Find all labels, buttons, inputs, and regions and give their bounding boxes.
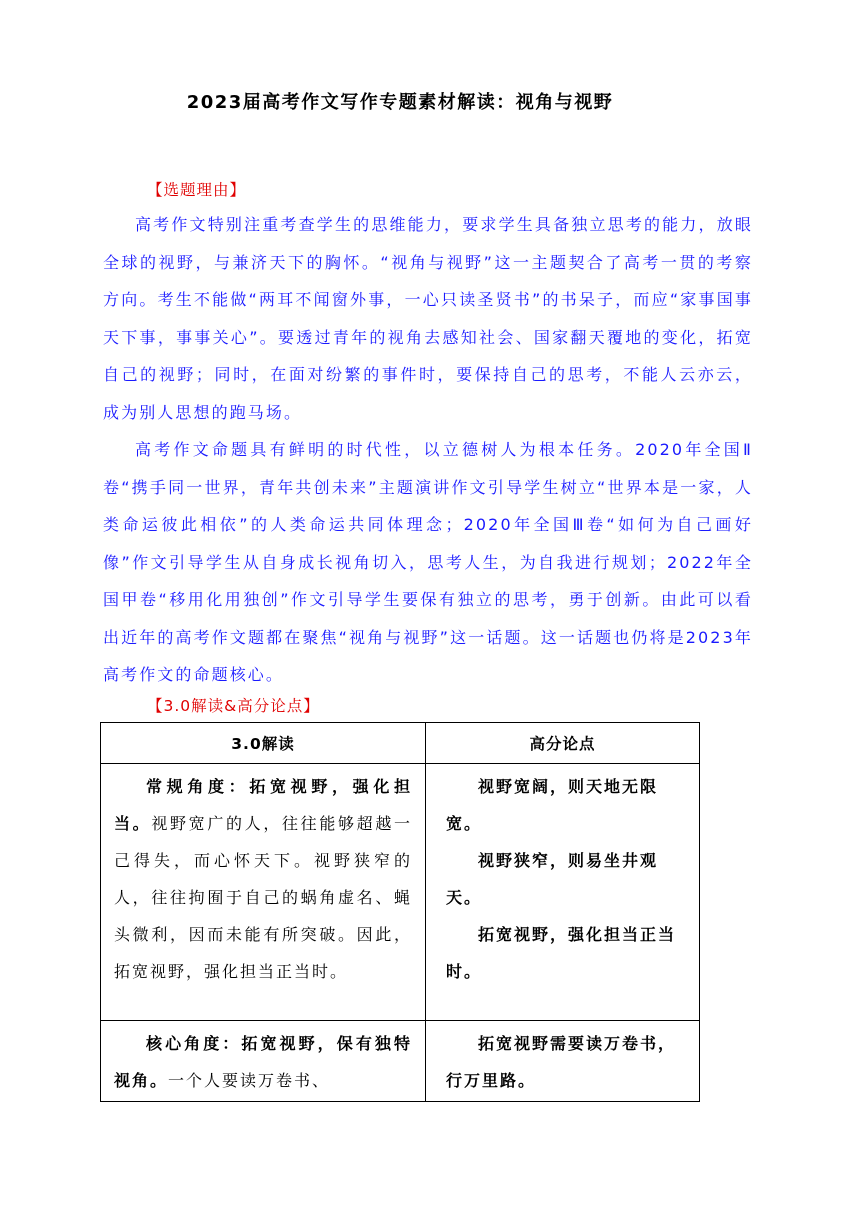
reason-paragraph-2: 高考作文命题具有鲜明的时代性，以立德树人为根本任务。2020年全国Ⅱ卷“携手同一世界，青年共创未来”主题演讲作文引导学生树立“世界本是一家，人类命运彼此相依”的人类命运共同体理念；2020年全国Ⅲ卷“如何为自己画好像”作文引导学生从自身成长视角切入，思考人生，为自我进行规划；2022年全国甲卷“移用化用独创”作文引导学生要保有独立的思考，勇于创新。由此可以看出近年的高考作文题都在聚焦“视角与视野”这一话题。这一话题也仍将是2023年高考作文的命题核心。 — [103, 440, 753, 684]
analysis-cell — [101, 1021, 426, 1102]
point-item: 视野宽阔，则天地无限宽。 — [446, 777, 659, 833]
table-row — [101, 1021, 700, 1102]
col1-header: 3.0解读 — [101, 723, 426, 764]
point-item: 拓宽视野需要读万卷书，行万里路。 — [446, 1034, 677, 1090]
angle-body: 视野宽广的人，往往能够超越一己得失，而心怀天下。视野狭窄的人，往往拘囿于自己的蜗角虚名、蝇头微利，因而未能有所突破。因此，拓宽视野，强化担当正当时。 — [114, 814, 412, 981]
table-heading: 【3.0解读&高分论点】 — [147, 697, 320, 715]
points-cell — [426, 1021, 700, 1102]
point-item: 视野狭窄，则易坐井观天。 — [446, 851, 659, 907]
analysis-cell — [101, 764, 426, 1021]
document-title: 2023届高考作文写作专题素材解读：视角与视野 — [186, 92, 614, 113]
table-header-row — [101, 723, 700, 764]
col2-header: 高分论点 — [426, 723, 700, 764]
angle-body: 一个人要读万卷书、 — [168, 1071, 331, 1090]
analysis-table — [100, 722, 700, 1102]
reason-heading: 【选题理由】 — [147, 181, 247, 199]
angle-lead: 核心角度：拓宽视野，保有独特视角。 — [114, 1034, 412, 1090]
point-item: 拓宽视野，强化担当正当时。 — [446, 925, 677, 981]
table-row — [101, 764, 700, 1021]
reason-paragraph-1: 高考作文特别注重考查学生的思维能力，要求学生具备独立思考的能力，放眼全球的视野，与兼济天下的胸怀。“视角与视野”这一主题契合了高考一贯的考察方向。考生不能做“两耳不闻窗外事，一心只读圣贤书”的书呆子，而应“家事国事天下事，事事关心”。要透过青年的视角去感知社会、国家翻天覆地的变化，拓宽自己的视野；同时，在面对纷繁的事件时，要保持自己的思考，不能人云亦云，成为别人思想的跑马场。 — [103, 215, 753, 422]
points-cell — [426, 764, 700, 1021]
angle-lead: 常规角度：拓宽视野，强化担当。 — [114, 777, 412, 833]
